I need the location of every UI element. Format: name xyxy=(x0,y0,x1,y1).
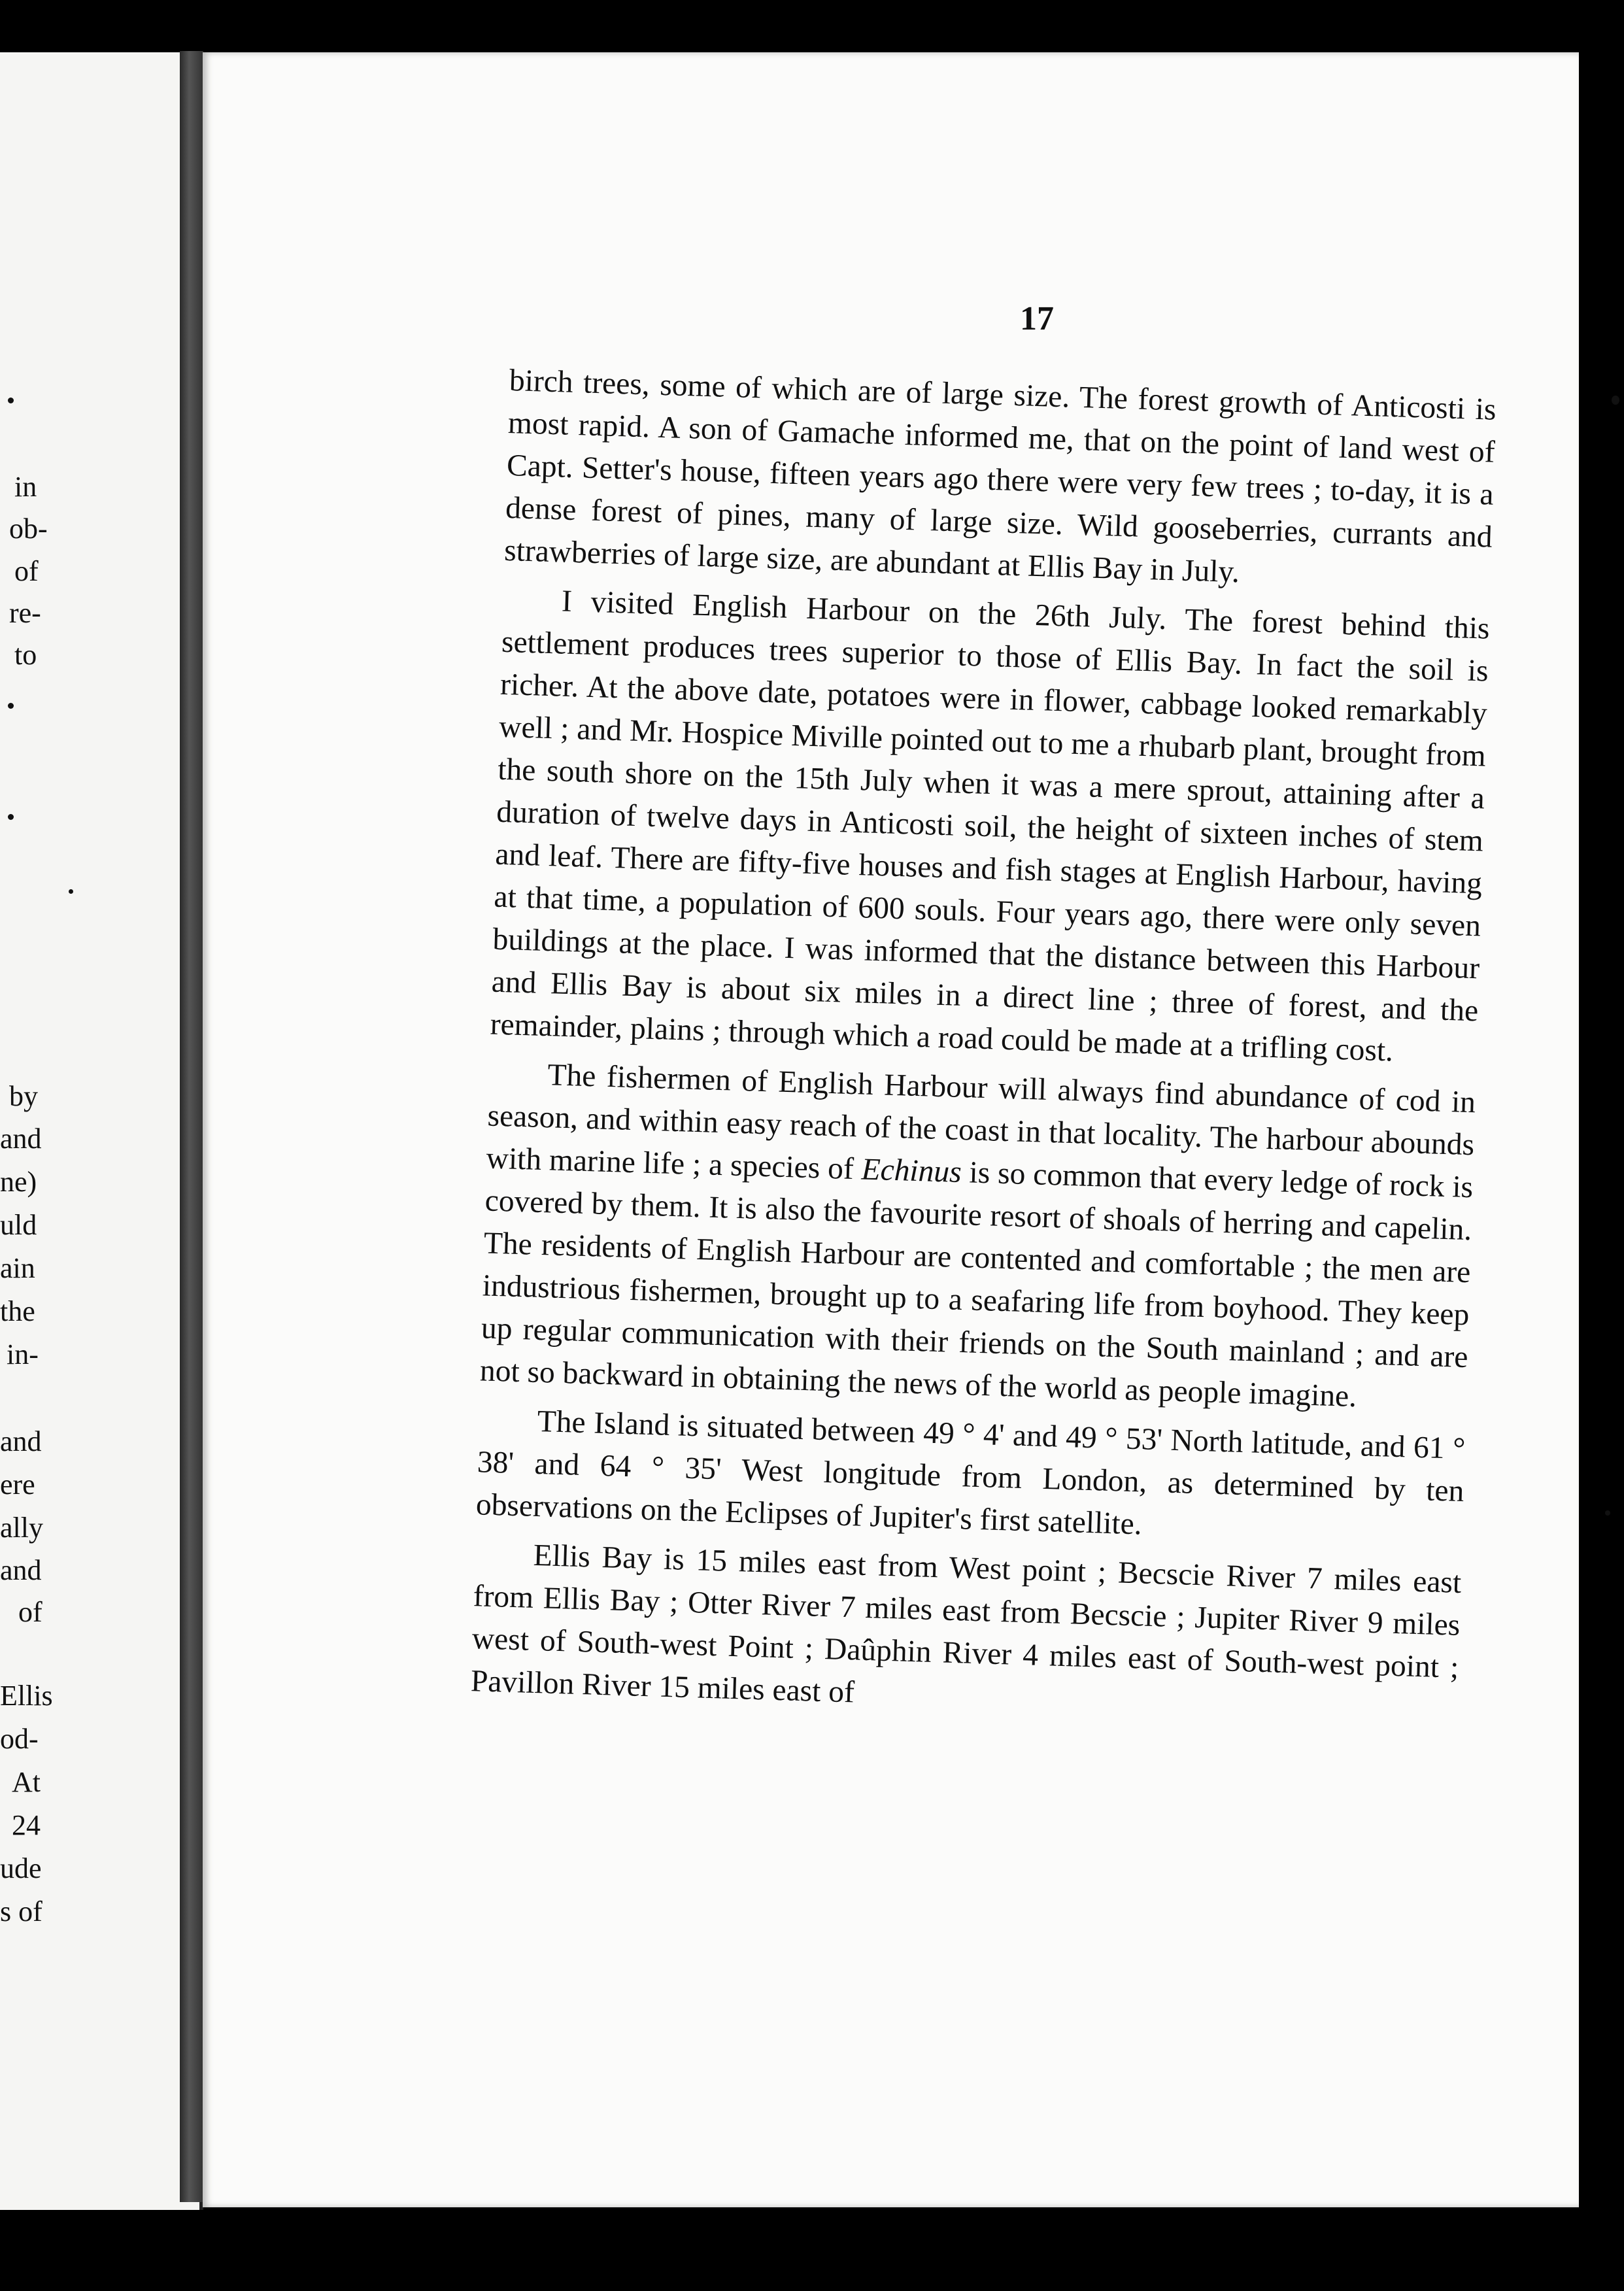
paragraph-text: Ellis Bay is 15 miles east from West point ; Becscie River 7 miles east from Ellis Bay ; Otter River 7 miles east from Becscie ; Jupiter River 9 miles west of South-west Point ; Daûphin River 4 miles east of South-west point ; Pavillon River 15 miles east of xyxy=(470,1538,1462,1710)
paragraph-text: The fishermen of English Harbour will always find abundance of cod in season, and within easy reach of the coast in that locality. The harbour abounds with marine life ; a species of xyxy=(485,1058,1476,1187)
paragraph-text: The Island is situated between 49 ° 4' and 49 ° 53' North latitude, and 61 ° 38' and 64 ° 35' West longitude from London, as determined by ten observations on the Eclipses of Jupiter's first satellite. xyxy=(475,1404,1466,1542)
left-fragment: in xyxy=(14,471,37,503)
left-fragment: ain xyxy=(0,1252,35,1284)
italic-term: Echinus xyxy=(860,1152,962,1190)
left-fragment: uld xyxy=(0,1209,37,1241)
paragraph-text: birch trees, some of which are of large size. The forest growth of Anticosti is most rapid. A son of Gamache informed me, that on the point of land west of Capt. Setter's house, fifteen years ago there were very few trees ; to-day, it is a dense forest of pines, many of large size. Wild gooseberries, currants and strawberries of large size, are abundant at Ellis Bay in July. xyxy=(503,363,1497,590)
left-fragment: to xyxy=(14,639,37,671)
body-text xyxy=(470,360,1497,1739)
left-fragment: of xyxy=(18,1596,42,1628)
left-fragment: and xyxy=(0,1554,42,1586)
paragraph xyxy=(479,1053,1476,1422)
paragraph-text: I visited English Harbour on the 26th July. The forest behind this settlement produces trees superior to those of Ellis Bay. In fact the soil is richer. At the above date, potatoes were in flower, cabbage looked remarkably well ; and Mr. Hospice Miville pointed out to me a rhubarb plant, brought from the south shore on the 15th July when it was a mere sprout, attaining after a duration of twelve days in Anticosti soil, the height of sixteen inches of stem and leaf. There are fifty-five houses and fish stages at English Harbour, having at that time, a population of 600 souls. Four years ago, there were only seven buildings at the place. I was informed that the distance between this Harbour and Ellis Bay is about six miles in a direct line ; three of forest, and the remainder, plains ; through which a road could be made at a trifling cost. xyxy=(490,584,1491,1068)
paragraph xyxy=(490,579,1491,1075)
left-fragment: At xyxy=(12,1766,41,1798)
left-fragment: ude xyxy=(0,1852,42,1884)
left-fragment: s of xyxy=(0,1895,42,1927)
book-spine xyxy=(180,51,203,2202)
left-page-text-fragments xyxy=(0,52,199,2210)
left-fragment: by xyxy=(9,1080,38,1112)
left-fragment: and xyxy=(0,1425,42,1457)
paragraph xyxy=(475,1399,1466,1555)
right-page xyxy=(203,52,1579,2207)
left-fragment: and xyxy=(0,1123,42,1155)
paragraph xyxy=(470,1533,1462,1732)
ink-speck xyxy=(1612,396,1619,405)
left-fragment: re- xyxy=(9,597,41,629)
left-fragment: of xyxy=(14,555,39,587)
ink-speck xyxy=(69,889,73,894)
paragraph xyxy=(503,360,1497,602)
ink-speck xyxy=(8,703,14,709)
ink-speck xyxy=(1605,1510,1610,1516)
left-fragment: ere xyxy=(0,1468,35,1501)
paragraph-text: is so common that every ledge of rock is covered by them. It is also the favourite resort of shoals of herring and capelin. The residents of English Harbour are contented and comfortable ; the men are industrious fishermen, brought up to a seafaring life from boyhood. They keep up regular communication with their friends on the South mainland ; and are not so backward in obtaining the news of the world as people imagine. xyxy=(479,1155,1474,1414)
left-fragment: in- xyxy=(7,1338,39,1370)
left-fragment: ne) xyxy=(0,1166,37,1198)
page-number: 17 xyxy=(1020,300,1054,337)
left-fragment: Ellis xyxy=(0,1680,53,1712)
ink-speck xyxy=(8,814,14,820)
left-page xyxy=(0,52,203,2210)
left-fragment: ally xyxy=(0,1512,43,1544)
left-fragment: ob- xyxy=(9,513,48,545)
ink-speck xyxy=(8,398,14,403)
left-fragment: 24 xyxy=(12,1809,41,1841)
left-fragment: od- xyxy=(0,1723,39,1755)
left-fragment: the xyxy=(0,1295,35,1327)
